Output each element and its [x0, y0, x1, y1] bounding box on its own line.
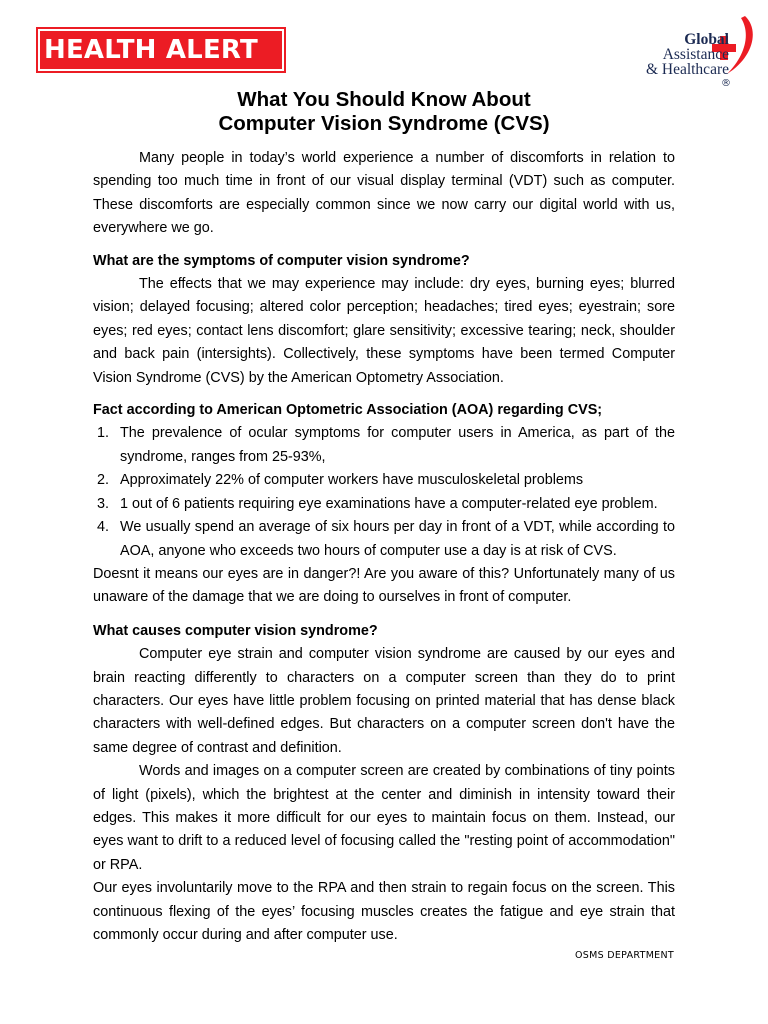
registered-mark: ® [721, 78, 731, 89]
causes-paragraph-3: Our eyes involuntarily move to the RPA and then strain to regain focus on the screen. This continuous flexing of the eyes’ focusing muscles creates the fatigue and eye strain that commonly occur during and after computer use. [93, 880, 675, 943]
health-alert-label: HEALTH ALERT [38, 29, 284, 71]
list-item-text: Approximately 22% of computer workers have musculoskeletal problems [120, 472, 584, 489]
article-body [93, 147, 675, 947]
list-number: 1. [97, 425, 110, 442]
list-number: 4. [97, 519, 110, 536]
list-item-text: The prevalence of ocular symptoms for computer users in America, as part of the syndrome, ranges from 25-93%, [120, 425, 675, 465]
page-title [0, 88, 768, 136]
causes-paragraph-2: Words and images on a computer screen are created by combinations of tiny points of light (pixels), which the brightest at the center and diminish in intensity toward their edges. This makes it more difficult for our eyes to maintain focus on them. Instead, our eyes want to drift to a reduced level of focusing called the "resting point of accommodation" or RPA. [93, 763, 675, 873]
logo-line-global: Global [684, 31, 729, 48]
global-assistance-logo [595, 12, 757, 94]
logo-line-healthcare: & Healthcare [645, 61, 729, 78]
list-item [93, 422, 675, 469]
symptoms-paragraph: The effects that we may experience may include: dry eyes, burning eyes; blurred vision; delayed focusing; altered color perception; headaches; tired eyes; eyestrain; sore eyes; red eyes; contact lens discomfort; glare sensitivity; excessive tearing; neck, shoulder and back pain (intersights). Collectively, these symptoms have been termed Computer Vision Syndrome (CVS) by the American Optometry Association. [93, 276, 675, 386]
causes-paragraph-1: Computer eye strain and computer vision syndrome are caused by our eyes and brain reacting differently to characters on a computer screen than they do to print characters. Our eyes have little problem focusing on printed material that has dense black characters with well-defined edges. But characters on a computer screen don't have the same degree of contrast and definition. [93, 646, 675, 756]
title-line-1: What You Should Know About [237, 88, 531, 111]
list-item [93, 493, 675, 516]
list-number: 3. [97, 495, 110, 512]
intro-paragraph: Many people in today’s world experience a number of discomforts in relation to spending too much time in front of our visual display terminal (VDT) such as computer. These discomforts are especially common since we now carry our digital world with us, everywhere we go. [93, 150, 675, 237]
logo-line-assistance: Assistance [662, 46, 729, 63]
list-item-text: 1 out of 6 patients requiring eye examinations have a computer-related eye problem. [120, 495, 658, 512]
title-line-2: Computer Vision Syndrome (CVS) [218, 112, 550, 135]
facts-closing-paragraph: Doesnt it means our eyes are in danger?! Are you aware of this? Unfortunately many of us unaware of the damage that we are doing to ourselves in front of computer. [93, 565, 675, 606]
list-item [93, 516, 675, 563]
facts-list [93, 422, 675, 562]
causes-heading: What causes computer vision syndrome? [93, 622, 378, 639]
symptoms-heading: What are the symptoms of computer vision syndrome? [93, 252, 470, 269]
list-item-text: We usually spend an average of six hours per day in front of a VDT, while according to AOA, anyone who exceeds two hours of computer use a day is at risk of CVS. [120, 519, 675, 559]
logo-text [646, 32, 729, 77]
list-number: 2. [97, 472, 110, 489]
health-alert-banner [36, 27, 286, 73]
list-item [93, 469, 675, 492]
facts-heading: Fact according to American Optometric Association (AOA) regarding CVS; [93, 402, 603, 419]
footer-department: OSMS DEPARTMENT [574, 950, 674, 961]
